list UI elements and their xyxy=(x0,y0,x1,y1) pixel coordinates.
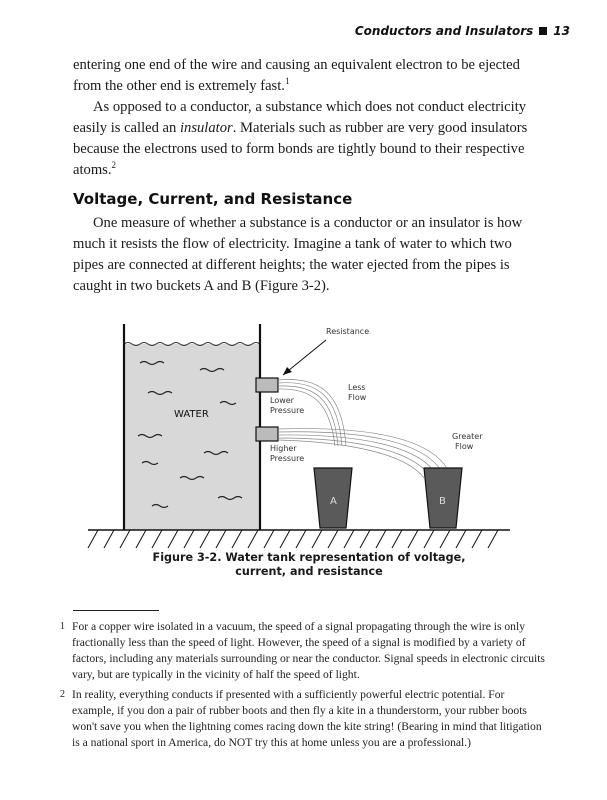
resistance-label: Resistance xyxy=(326,327,370,336)
running-header xyxy=(355,24,570,38)
upper-pipe xyxy=(256,378,278,392)
footnote-1-text: For a copper wire isolated in a vacuum, the speed of a signal propagating through the wire is only fractionally less than the speed of light. However, the speed of a signal is modified by a variety of factors, including any materials surrounding or near the conductor. Signal speeds in electronic circuits vary, but are typically in the vicinity of half the speed of light. xyxy=(72,620,545,681)
water-tank-figure xyxy=(80,318,520,550)
lower-pressure-label-1: Lower xyxy=(270,396,294,405)
water-label: WATER xyxy=(174,409,209,420)
footnote-1 xyxy=(60,619,548,683)
square-bullet-icon xyxy=(539,27,547,35)
section-heading: Voltage, Current, and Resistance xyxy=(73,190,353,208)
paragraph-3-text: One measure of whether a substance is a conductor or an insulator is how much it resists the flow of electricity. Imagine a tank of water to which two pipes are connected at different heights; the water ejected from the pipes is caught in two buckets A and B (Figure 3-2). xyxy=(73,215,523,294)
paragraph-1-text: entering one end of the wire and causing an equivalent electron to be ejected from the other end is extremely fast. xyxy=(73,57,520,94)
lower-pipe xyxy=(256,427,278,441)
paragraph-resistance xyxy=(73,213,545,297)
footnote-ref-1: 1 xyxy=(284,76,290,87)
footnote-2-number: 2 xyxy=(60,689,65,700)
less-flow-label-1: Less xyxy=(348,383,366,392)
lower-pressure-label-2: Pressure xyxy=(270,406,305,415)
bucket-b-label: B xyxy=(439,496,446,507)
greater-flow-label-1: Greater xyxy=(452,432,483,441)
footnote-divider xyxy=(73,610,159,611)
higher-pressure-label-2: Pressure xyxy=(270,454,305,463)
caption-line-2: current, and resistance xyxy=(235,565,383,578)
paragraph-2-pre: As opposed to a conductor, a substance which does not conduct electricity easily is called an xyxy=(73,99,527,136)
footnote-1-number: 1 xyxy=(60,621,65,632)
footnotes xyxy=(60,619,548,755)
footnote-ref-2: 2 xyxy=(111,160,117,171)
less-flow-label-2: Flow xyxy=(348,393,367,402)
greater-flow-label-2: Flow xyxy=(455,442,474,451)
ground-hatching xyxy=(88,530,498,548)
insulator-term: insulator xyxy=(179,120,233,136)
paragraph-2-post: . Materials such as rubber are very good insulators because the electrons used to form bonds are tightly bound to their respective atoms. xyxy=(73,120,528,178)
figure-caption xyxy=(73,551,545,579)
caption-line-1: Figure 3-2. Water tank representation of voltage, xyxy=(152,551,466,564)
paragraph-insulator xyxy=(73,97,545,181)
footnote-2 xyxy=(60,687,548,751)
header-title: Conductors and Insulators xyxy=(354,24,534,38)
page-number: 13 xyxy=(553,24,570,38)
water-body xyxy=(124,344,260,530)
footnote-2-text: In reality, everything conducts if presented with a sufficiently powerful electric potential. For example, if you don a pair of rubber boots and then fly a kite in a thunderstorm, your rubber boots won't save you when the lightning comes racing down the kite string! (Bearing in mind that litigation is a national sport in America, do NOT try this at home unless you are a professional.) xyxy=(72,688,542,749)
paragraph-continuation xyxy=(73,55,545,97)
higher-pressure-label-1: Higher xyxy=(270,444,297,453)
bucket-a-label: A xyxy=(330,496,337,507)
